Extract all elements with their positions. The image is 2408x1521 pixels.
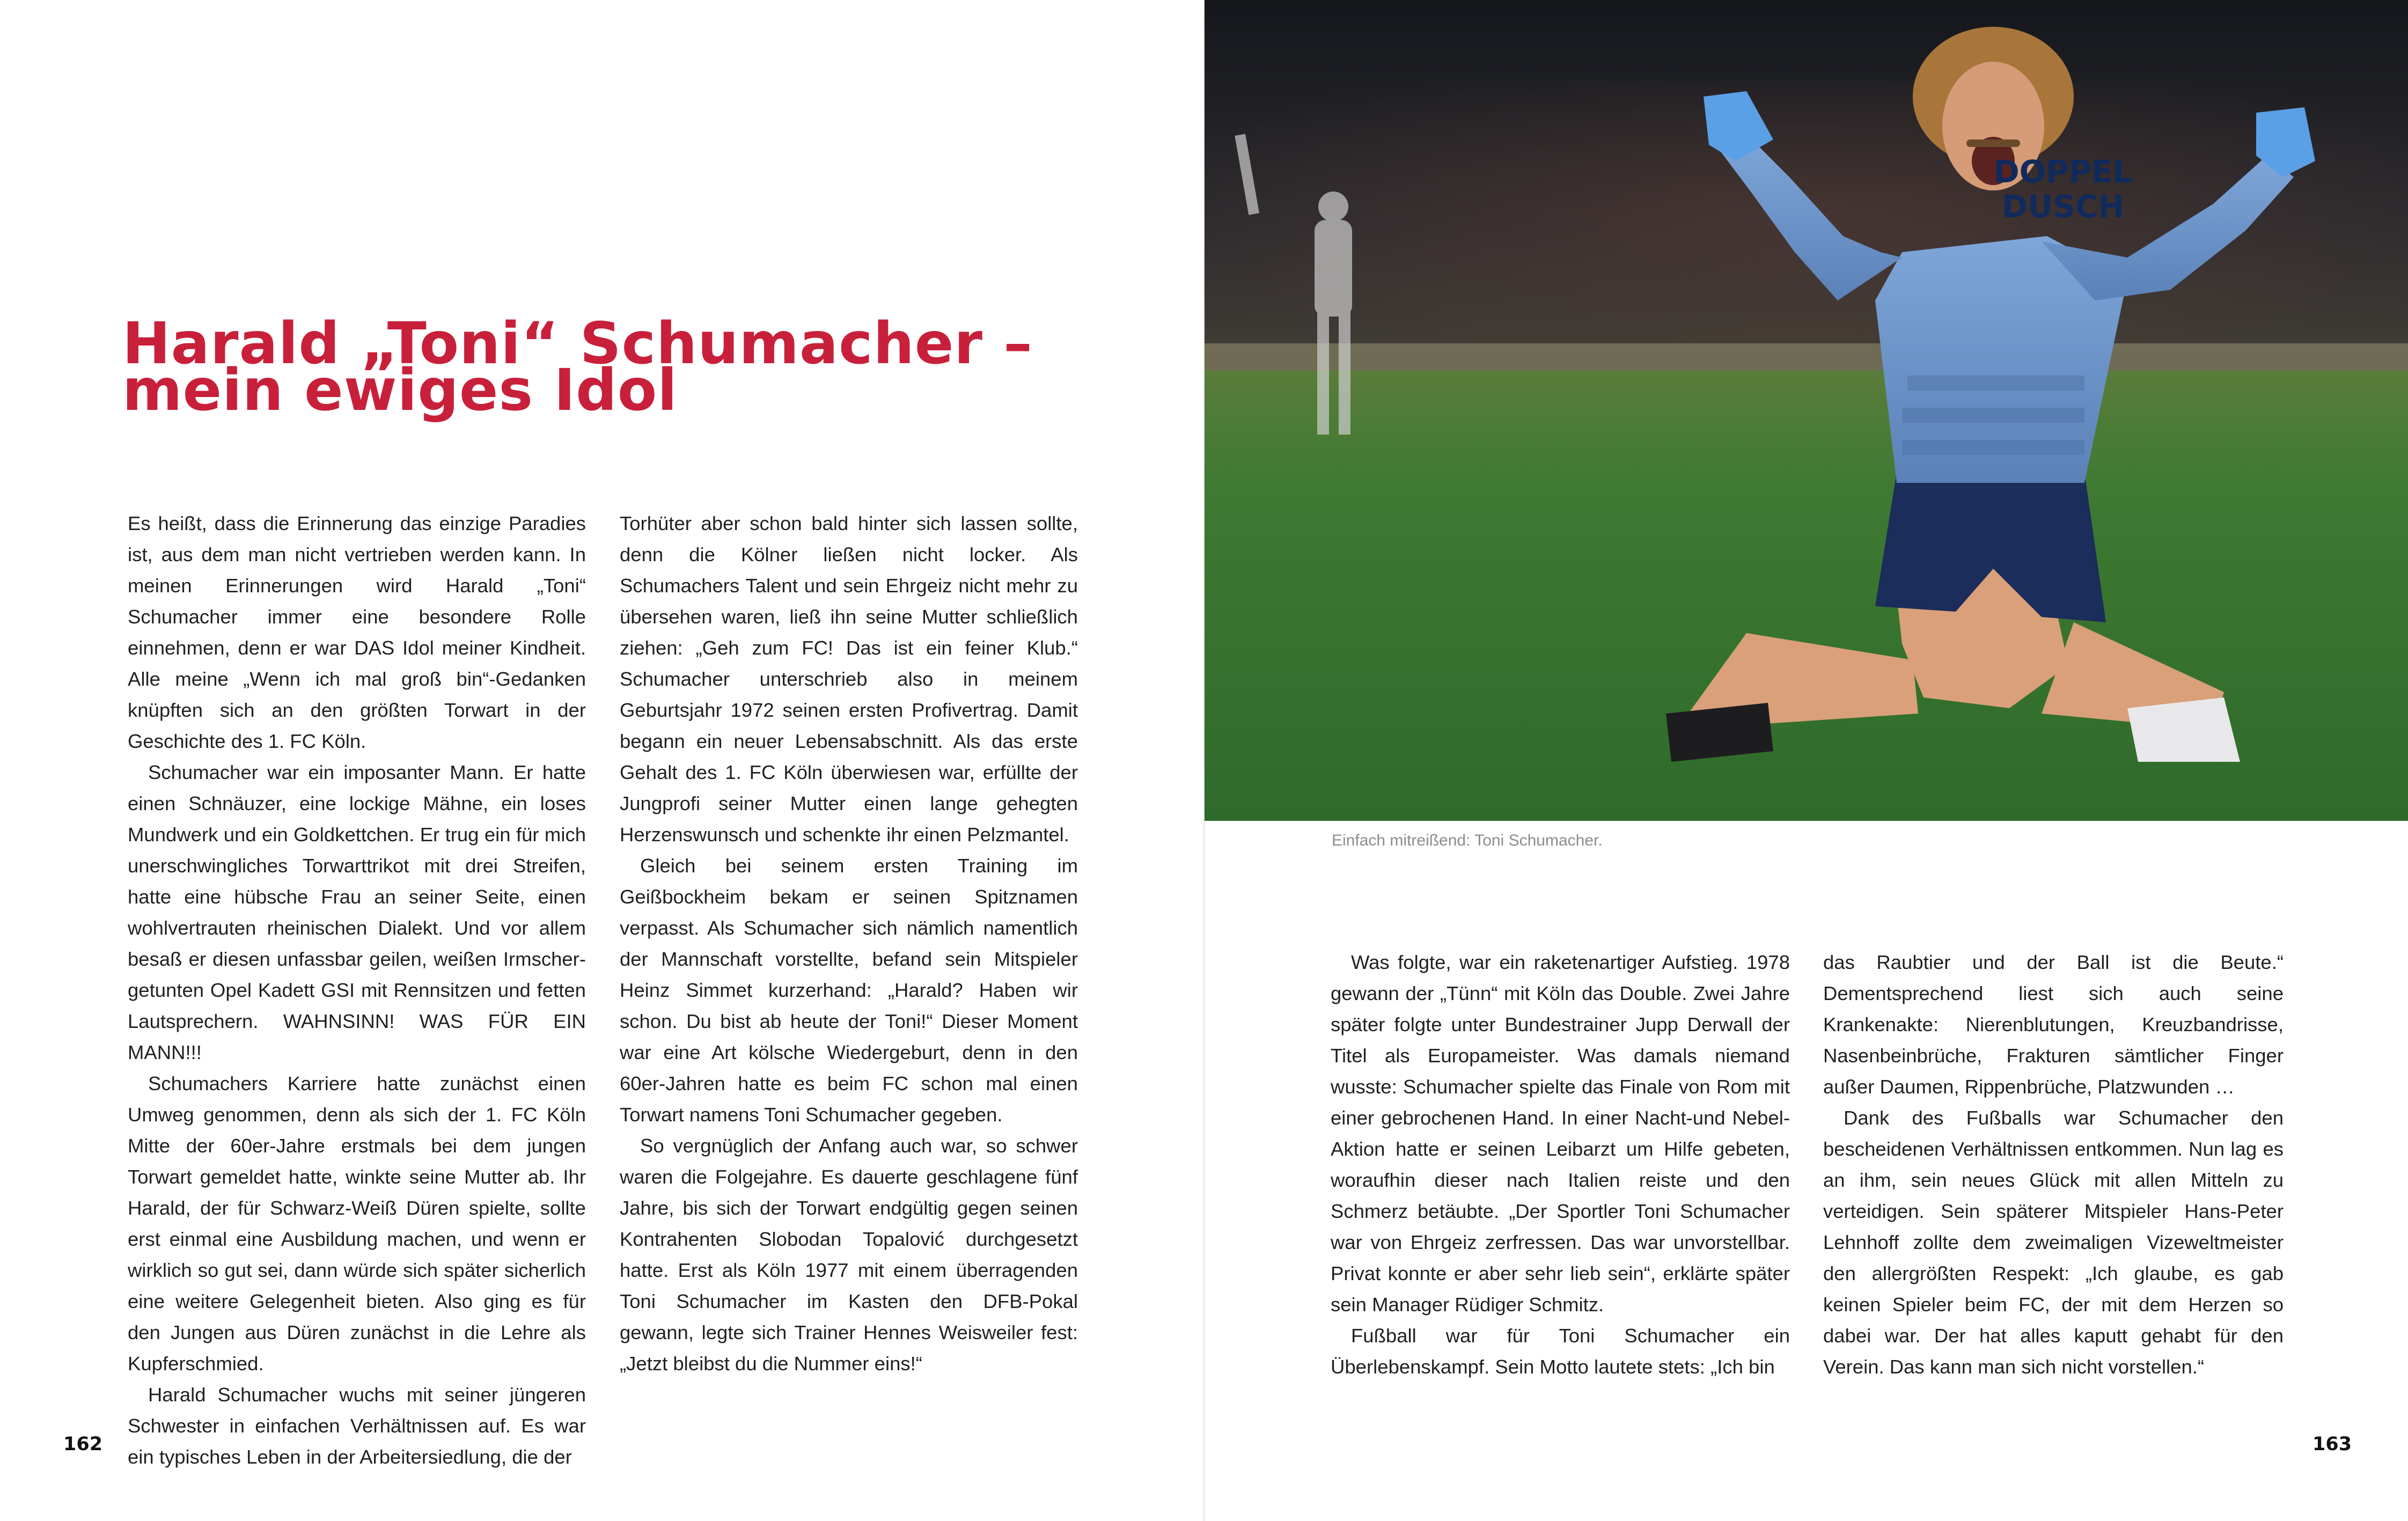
- paragraph: Torhüter aber schon bald hinter sich lassen sollte, denn die Kölner ließen nicht locker. Als Schumachers Talent und sein Ehrgeiz nicht mehr zu übersehen waren, ließ ihn seine Mutter schließlich ziehen: „Geh zum FC! Das ist ein feiner Klub.“ Schumacher unterschrieb also in meinem Geburtsjahr 1972 seinen ersten Profivertrag. Damit begann ein neuer Lebensabschnitt. Als das erste Gehalt des 1. FC Köln überwiesen war, erfüllte der Jungprofi seiner Mutter einen lange gehegten Herzenswunsch und schenkte ihr einen Pelzmantel.: [620, 512, 1078, 846]
- paragraph: So vergnüglich der Anfang auch war, so schwer waren die Folgejahre. Es dauerte geschlagene fünf Jahre, bis sich der Torwart endgültig gegen seinen Kontrahenten Slobodan Topalović durchgesetzt hatte. Erst als Köln 1977 mit einem überragenden Toni Schumacher im Kasten den DFB-Pokal gewann, legte sich Trainer Hennes Weisweiler fest: „Jetzt bleibst du die Nummer eins!“: [620, 1135, 1078, 1375]
- text-column-1: [128, 508, 586, 1473]
- paragraph: Dank des Fußballs war Schumacher den bescheidenen Verhältnissen entkommen. Nun lag es an ihm, sein neues Glück mit allen Mitteln zu verteidigen. Sein späterer Mitspieler Hans-Peter Lehnhoff zollte dem zweimaligen Vizeweltmeister den allergrößten Respekt: „Ich glaube, es gab keinen Spieler beim FC, der mit dem Herzen so dabei war. Der hat alles kaputt gehabt für den Verein. Das kann man sich nicht vorstellen.“: [1823, 1107, 2284, 1378]
- chapter-title-line-1: Harald „Toni“ Schumacher –: [122, 311, 1033, 377]
- paragraph: Schumachers Karriere hatte zunächst einen Umweg genommen, denn als sich der 1. FC Köln Mitte der 60er-Jahre erstmals bei dem jungen Torwart gemeldet hatte, winkte seine Mutter ab. Ihr Harald, der für Schwarz-Weiß Düren spielte, sollte erst einmal eine Ausbildung machen, und wenn er wirklich so gut sei, dann würde sich später sicherlich eine weitere Gelegenheit bieten. Also ging es für den Jungen aus Düren zunächst in die Lehre als Kupferschmied.: [128, 1072, 586, 1375]
- text-column-2: [620, 508, 1078, 1379]
- text-column-4: [1823, 947, 2284, 1383]
- page-number-left: 162: [63, 1434, 103, 1455]
- paragraph: Was folgte, war ein raketenartiger Aufstieg. 1978 gewann der „Tünn“ mit Köln das Double. Zwei Jahre später folgte unter Bundestrainer Jupp Derwall der Titel als Europameister. Was damals niemand wusste: Schumacher spielte das Finale von Rom mit einer gebrochenen Hand. In einer Nacht-und Nebel-Aktion hatte er seinen Leibarzt um Hilfe gebeten, woraufhin dieser nach Italien reiste und den Schmerz betäubte. „Der Sportler Toni Schumacher war von Ehrgeiz zerfressen. Das war unvorstellbar. Privat konnte er aber sehr lieb sein“, erklärte später sein Manager Rüdiger Schmitz.: [1331, 951, 1790, 1316]
- text-column-3: [1331, 947, 1790, 1383]
- chapter-title-line-2: mein ewiges Idol: [122, 357, 678, 424]
- paragraph: Harald Schumacher wuchs mit seiner jüngeren Schwester in einfachen Verhältnissen auf. Es war ein typisches Leben in der Arbeitersiedlung, die der: [128, 1384, 586, 1468]
- paragraph: das Raubtier und der Ball ist die Beute.“ Dementsprechend liest sich auch seine Krankenakte: Nierenblutungen, Kreuzbandrisse, Nasenbeinbrüche, Frakturen sämtlicher Finger außer Daumen, Rippenbrüche, Platzwunden …: [1823, 951, 2284, 1098]
- photo-caption: Einfach mitreißend: Toni Schumacher.: [1332, 832, 1603, 849]
- paragraph: Fußball war für Toni Schumacher ein Überlebenskampf. Sein Motto lautete stets: „Ich bin: [1331, 1325, 1790, 1378]
- goalkeeper-photo: [1205, 0, 2408, 821]
- page-number-right: 163: [2312, 1434, 2352, 1455]
- paragraph: Gleich bei seinem ersten Training im Geißbockheim bekam er seinen Spitznamen verpasst. Als Schumacher sich nämlich namentlich der Mannschaft vorstellte, befand sein Mitspieler Heinz Simmet kurzerhand: „Harald? Haben wir schon. Du bist ab heute der Toni!“ Dieser Moment war eine Art kölsche Wiedergeburt, denn in den 60er-Jahren hatte es beim FC schon mal einen Torwart namens Toni Schumacher gegeben.: [620, 855, 1078, 1126]
- paragraph: Es heißt, dass die Erinnerung das einzige Paradies ist, aus dem man nicht vertrieben werden kann. In meinen Erinnerungen wird Harald „Toni“ Schumacher immer eine besondere Rolle einnehmen, denn er war DAS Idol meiner Kindheit. Alle meine „Wenn ich mal groß bin“-Gedanken knüpften sich an den größten Torwart in der Geschichte des 1. FC Köln.: [128, 512, 586, 752]
- paragraph: Schumacher war ein imposanter Mann. Er hatte einen Schnäuzer, eine lockige Mähne, ein loses Mundwerk und ein Goldkettchen. Er trug ein für mich unerschwingliches Torwarttrikot mit drei Streifen, hatte eine hübsche Frau an seiner Seite, einen wohlvertrauten rheinischen Dialekt. Und vor allem besaß er diesen unfassbar geilen, weißen Irmscher-getunten Opel Kadett GSI mit Rennsitzen und fetten Lautsprechern. WAHNSINN! WAS FÜR EIN MANN!!!: [128, 761, 586, 1063]
- photo-illustration: [1205, 0, 2408, 821]
- jersey-text-2: DUSCH: [2001, 188, 2125, 225]
- chapter-title: [122, 311, 1142, 424]
- jersey-text-1: DOPPEL: [1993, 153, 2133, 190]
